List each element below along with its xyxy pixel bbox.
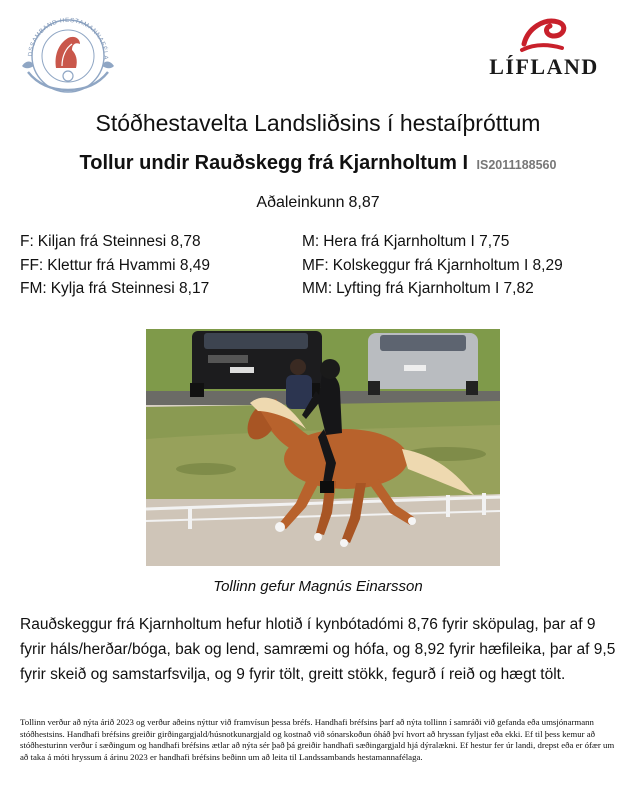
lifland-wordmark: LÍFLAND (489, 54, 599, 79)
pedigree-text: Kiljan frá Steinnesi 8,78 (37, 233, 201, 250)
pedigree-label: FM: (20, 280, 47, 297)
main-score (0, 194, 636, 212)
pedigree-text: Kolskeggur frá Kjarnholtum I 8,29 (332, 256, 563, 274)
photo-caption (0, 578, 636, 595)
caption-donor: Magnús Einarsson (298, 578, 423, 595)
lifland-logo (488, 14, 600, 79)
pedigree-row-ff (20, 254, 210, 278)
horse-description: Rauðskeggur frá Kjarnholtum hefur hlotið í kynbótadómi 8,76 fyrir sköpulag, þar af 9 fyrir háls/herðar/bóga, bak og lend, samræmi og hófa, og 8,92 fyrir hæfileika, þar af 9,5 fyrir skeið og samstarfsvilja, og 9 fyrir tölt, greitt stökk, fegurð í reið og hægt tölt. (20, 616, 616, 683)
horse-heading (0, 152, 636, 175)
lifland-swirl-icon (518, 14, 570, 54)
pedigree-row-mf (302, 254, 563, 278)
landssamband-logo (18, 10, 118, 96)
pedigree-row-f (20, 230, 210, 254)
logo-ring-text: DSSAMBAND HESTAMANNAFÉLA (26, 16, 110, 61)
pedigree-row-m (302, 230, 563, 254)
horse-name: Tollur undir Rauðskegg frá Kjarnholtum I (79, 152, 469, 174)
pedigree-label: MM: (302, 280, 333, 297)
pedigree-dam-side (302, 230, 563, 301)
terms-fineprint: Tollinn verður að nýta árið 2023 og verður aðeins nýttur við framvísun þessa bréfs. Handhafi bréfsins þarf að nýta tollinn í samráði við gefanda eða umsjónarmann stóðhestsins. Handhafi bréfsins greiðir girðingargjald/húsnotkunargjald og kostnað við sónarskoðun óháð því hvort að hryssan fyljast eða ekki. Ef til þess kemur að stóðhesturinn verður í sæðingum og handhafi bréfsins ætlar að nýta sér það þá greiðir handhafi sæðingargjald hjá dýralækni. Ef hestur fer úr landi, drepst eða er ófær um að taka á móti hryssum á árinu 2023 er handhafi bréfsins beðinn um að leita til Landssambands hestamannafélaga. (20, 717, 615, 762)
pedigree-label: MF: (302, 256, 329, 274)
horse-photo (146, 329, 500, 566)
pedigree-label: M: (302, 233, 320, 250)
main-score-value: 8,87 (348, 194, 380, 211)
horse-id: IS2011188560 (476, 158, 557, 172)
pedigree-row-fm (20, 277, 210, 301)
pedigree-text: Hera frá Kjarnholtum I 7,75 (323, 233, 510, 250)
pedigree-text: Kylja frá Steinnesi 8,17 (50, 280, 210, 297)
caption-text: Tollinn gefur (213, 578, 295, 595)
pedigree-label: FF: (20, 256, 44, 274)
pedigree-text: Lyfting frá Kjarnholtum I 7,82 (336, 280, 534, 297)
pedigree-label: F: (20, 233, 34, 250)
page-title: Stóðhestavelta Landsliðsins í hestaíþróttum (95, 110, 541, 136)
main-score-label: Aðaleinkunn (256, 194, 345, 211)
pedigree-row-mm (302, 277, 563, 301)
pedigree-sire-side (20, 230, 210, 301)
pedigree-text: Klettur frá Hvammi 8,49 (47, 256, 211, 274)
